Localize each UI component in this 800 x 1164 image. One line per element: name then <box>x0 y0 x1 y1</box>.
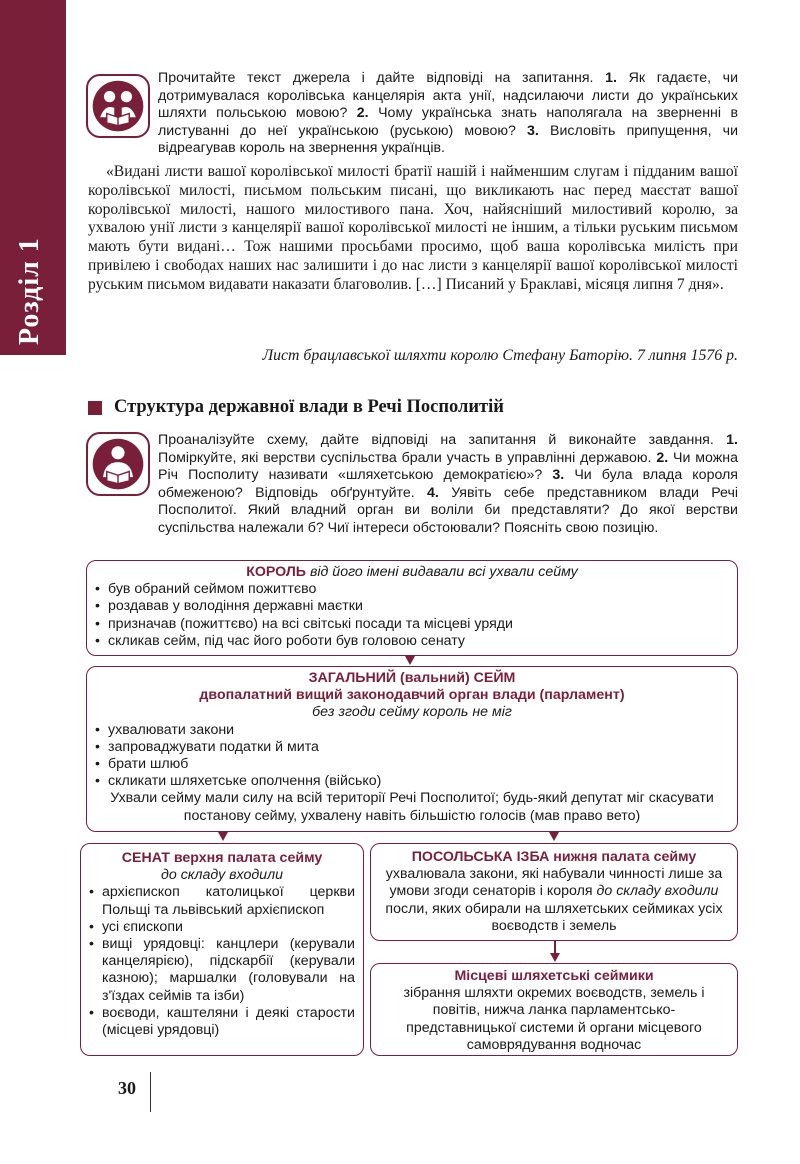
task-2-question-4: Уявіть себе представником влади Речі Посполитої. Який владний орган ви воліли би представляти? До якої верстви суспільства належали б? Чиї інтереси обстоювали? Поясніть свою позицію. <box>158 484 738 536</box>
task-2-num-2: 2. <box>656 449 669 466</box>
arrow-down-icon <box>549 832 559 841</box>
arrow-down-icon <box>550 953 560 962</box>
king-list <box>95 581 729 650</box>
task-2-num-1: 1. <box>726 432 738 448</box>
sejm-note: без згоди сейму король не міг <box>312 704 512 721</box>
task-1-intro: Прочитайте текст джерела і дайте відповіді на запитання. <box>158 70 594 86</box>
section-label: Розділ 1 <box>14 237 45 345</box>
page-number: 30 <box>118 1078 136 1098</box>
arrow-down-icon <box>405 656 415 665</box>
list-item: • скликати шляхетське ополчення (військо) <box>95 773 729 790</box>
task-2 <box>88 432 738 538</box>
list-item: • запроваджувати податки й мита <box>95 739 729 756</box>
task-1-question-3: Висловіть припущення, чи відреагував король на звернення українців. <box>158 122 738 157</box>
izba-title: ПОСОЛЬСЬКА ІЗБА нижня палата сейму <box>411 849 697 865</box>
task-1-question-1: Як гадаєте, чи дотримувалася королівська канцелярія акта унії, надсилаючи листи до українських шляхти польською мовою? <box>158 70 738 122</box>
sejm-title: ЗАГАЛЬНИЙ (вальний) СЕЙМ <box>308 670 516 686</box>
list-item: • брати шлюб <box>95 756 729 773</box>
list-item: • вищі урядовці: канцлери (керували канцелярією), підскарбії (керували казною); маршалки (головували на з'їздах сеймів та ізби) <box>89 936 355 1005</box>
senate-box <box>80 843 364 1056</box>
task-2-question-1: Поміркуйте, які верстви суспільства брали участь в управлінні державою. <box>158 449 652 466</box>
arrow-down-icon <box>218 832 228 841</box>
sejmiki-box <box>370 963 738 1056</box>
sejm-footer: Ухвали сейму мали силу на всій території Речі Посполитої; будь-який депутат міг скасувати постанову сейму, ухвалену навіть більшістю голосів (мав право вето) <box>110 790 714 824</box>
list-item: • архієпископ католицької церкви Польщі та львівський архієпископ <box>89 884 355 918</box>
task-1 <box>88 70 738 158</box>
section-title: Структура державної влади в Речі Посполитій <box>114 397 504 417</box>
senate-title: СЕНАТ верхня палата сейму <box>121 850 323 866</box>
sejm-list <box>95 722 729 791</box>
task-1-question-2: Чому українська знать наполягала на зверненні в листуванні до неї українською (руською) мовою? <box>158 105 738 139</box>
sejm-box <box>86 666 738 832</box>
sejmiki-title: Місцеві шляхетські сеймики <box>454 968 654 984</box>
king-title: КОРОЛЬ <box>246 564 307 580</box>
section-heading <box>88 397 504 418</box>
task-2-num-4: 4. <box>427 484 439 501</box>
izba-text-2: посли, яких обирали на шляхетських сеймиках усіх воєводств і земель <box>385 900 723 934</box>
list-item: • призначав (пожиттєво) на всі світські посади та місцеві уряди <box>95 616 729 633</box>
senate-list <box>89 884 355 1039</box>
king-subtitle: від його імені видавали всі ухвали сейму <box>309 564 578 580</box>
task-2-question-2: Чи можна Річ Посполиту називати «шляхетською демократією»? <box>158 449 738 484</box>
section-square-icon <box>88 401 102 415</box>
list-item: • ухвалювати закони <box>95 722 729 739</box>
task-1-num-1: 1. <box>605 70 617 86</box>
task-2-question-3: Чи була влада короля обмеженою? Відповідь обґрунтуйте. <box>158 467 738 501</box>
izba-box <box>370 843 738 941</box>
sejm-subtitle: двопалатний вищий законодавчий орган влади (парламент) <box>199 687 625 704</box>
task-2-num-3: 3. <box>552 467 565 484</box>
task-1-num-2: 2. <box>356 105 369 122</box>
list-item: • був обраний сеймом пожиттєво <box>95 581 729 598</box>
source-quote: «Видані листи вашої королівської милості братії нашій і найменшим слугам і підданим вашої королівської милості, письмом польським писані, що викликають нас перед маєстат вашої королівської милості, нашого милостивого пана. Хоч, найясніший милостивий королю, за ухвалою унії листи з канцелярії вашої королівської милості не іншим, а тільки руським письмом мають бути видані… Тож нашими просьбами просимо, щоб ваша королівська милість при привілею і свободах наших нас залишити і до нас листи з канцелярії вашої королівської милості руським письмом видавати наказати благоволив. […] Писаний у Браклаві, місяця липня 7 дня». <box>88 163 738 293</box>
task-1-num-3: 3. <box>527 122 539 139</box>
king-box <box>86 560 738 656</box>
page-number-divider <box>150 1072 151 1112</box>
list-item: • скликав сейм, під час його роботи був головою сенату <box>95 633 729 650</box>
izba-text-1: ухвалювала закони, які набували чинності лише за умови згоди сенаторів і короля <box>385 866 723 900</box>
task-2-intro: Проаналізуйте схему, дайте відповіді на запитання й виконайте завдання. <box>158 432 714 448</box>
source-attribution: Лист брацлавської шляхти королю Стефану Баторію. 7 липня 1576 р. <box>262 347 738 364</box>
list-item: • воєводи, каштеляни і деякі старости (місцеві урядовці) <box>89 1005 355 1039</box>
sejmiki-text: зібрання шляхти окремих воєводств, земель і повітів, нижча ланка парламентсько-представницької системи й органи місцевого самоврядування водночас <box>403 985 705 1053</box>
izba-italic: до складу входили <box>596 883 719 900</box>
list-item: • усі єпископи <box>89 919 355 936</box>
list-item: • роздавав у володіння державні маєтки <box>95 598 729 615</box>
senate-subtitle: до складу входили <box>161 867 283 884</box>
